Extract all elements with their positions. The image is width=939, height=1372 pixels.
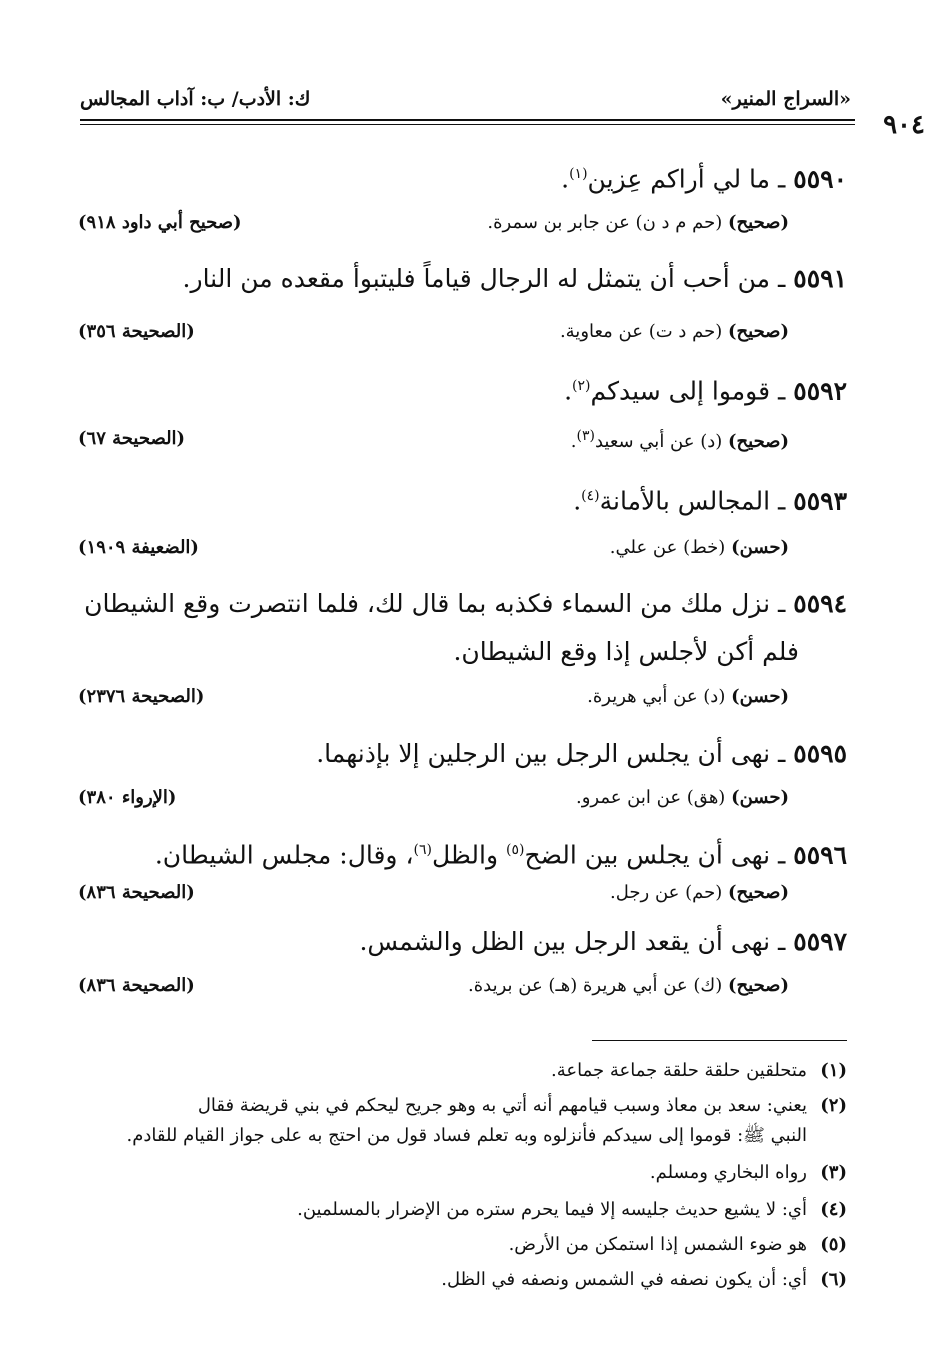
reference: (الصحيحة ٢٣٧٦) bbox=[78, 686, 205, 707]
footnote: (١)متحلقين حلقة حلقة جماعة جماعة. bbox=[551, 1060, 847, 1081]
header-rule-top bbox=[80, 119, 855, 121]
grade-row: (حسن) (د) عن أبي هريرة. (الصحيحة ٢٣٧٦) bbox=[78, 686, 789, 707]
hadith-entry: ٥٥٩٤ ـ نزل ملك من السماء فكذبه بما قال لك، فلما انتصرت وقع الشيطان فلم أكن لأجلس إذا وقع الشيطان. bbox=[84, 589, 847, 666]
footnote-separator bbox=[592, 1040, 847, 1041]
reference: (الصحيحة ٣٥٦) bbox=[78, 321, 195, 342]
footnote: (٦)أي: أن يكون نصفه في الشمس ونصفه في الظل. bbox=[441, 1269, 847, 1290]
hadith-entry: ٥٥٩٥ ـ نهى أن يجلس الرجل بين الرجلين إلا بإذنهما. bbox=[316, 739, 847, 768]
grade-row: (صحيح) (حم) عن رجل. (الصحيحة ٨٣٦) bbox=[78, 882, 789, 903]
footnote: (٢)يعني: سعد بن معاذ وسبب قيامهم أنه أتي به وهو جريح ليحكم في بني قريضة فقال النبي ﷺ: قوموا إلى سيدكم فأنزلوه وبه تعلم فساد قول من احتج به على جواز القيام للقادم. bbox=[126, 1095, 847, 1146]
reference: (صحيح أبي داود ٩١٨) bbox=[78, 212, 242, 233]
reference: (الضعيفة ١٩٠٩) bbox=[78, 537, 199, 558]
footnote: (٥)هو ضوء الشمس إذا استمكن من الأرض. bbox=[508, 1234, 847, 1255]
chapter-title: ك: الأدب/ ب: آداب المجالس bbox=[80, 88, 311, 110]
grade-row: (صحيح) (د) عن أبي سعيد$^{(٣)}$. (الصحيحة ٦٧) bbox=[78, 428, 789, 452]
reference: (الصحيحة ٨٣٦) bbox=[78, 975, 195, 996]
hadith-entry: ٥٥٩٣ ـ المجالس بالأمانة$^{(٤)}$. bbox=[573, 486, 847, 516]
hadith-entry: ٥٥٩٦ ـ نهى أن يجلس بين الضح$^{(٥)}$ والظل$^{(٦)}$، وقال: مجلس الشيطان. bbox=[154, 840, 847, 870]
footnote: (٣)رواه البخاري ومسلم. bbox=[649, 1162, 847, 1183]
hadith-entry: ٥٥٩٠ ـ ما لي أراكم عِزين$^{(١)}$. bbox=[561, 164, 847, 194]
hadith-entry: ٥٥٩٢ ـ قوموا إلى سيدكم$^{(٢)}$. bbox=[564, 376, 847, 406]
grade-row: (صحيح) (ك) عن أبي هريرة (هـ) عن بريدة. (الصحيحة ٨٣٦) bbox=[78, 975, 789, 996]
reference: (الإرواء ٣٨٠) bbox=[78, 787, 177, 808]
header-rule-bottom bbox=[80, 124, 855, 125]
grade-row: (حسن) (هق) عن ابن عمرو. (الإرواء ٣٨٠) bbox=[78, 787, 789, 808]
reference: (الصحيحة ٨٣٦) bbox=[78, 882, 195, 903]
hadith-entry: ٥٥٩٧ ـ نهى أن يقعد الرجل بين الظل والشمس. bbox=[359, 927, 847, 956]
book-title: «السراج المنير» bbox=[720, 88, 851, 110]
hadith-entry: ٥٥٩١ ـ من أحب أن يتمثل له الرجال قياماً فليتبوأ مقعده من النار. bbox=[182, 264, 847, 293]
page-number: ٩٠٤ bbox=[883, 110, 925, 140]
reference: (الصحيحة ٦٧) bbox=[78, 428, 186, 449]
grade-row: (صحيح) (حم د ت) عن معاوية. (الصحيحة ٣٥٦) bbox=[78, 321, 789, 342]
footnote: (٤)أي: لا يشيع حديث جليسه إلا فيما يحرم ستره من الإضرار بالمسلمين. bbox=[297, 1199, 847, 1220]
grade-row: (صحيح) (حم م د ن) عن جابر بن سمرة. (صحيح أبي داود ٩١٨) bbox=[78, 212, 789, 233]
grade-row: (حسن) (خط) عن علي. (الضعيفة ١٩٠٩) bbox=[78, 537, 789, 558]
